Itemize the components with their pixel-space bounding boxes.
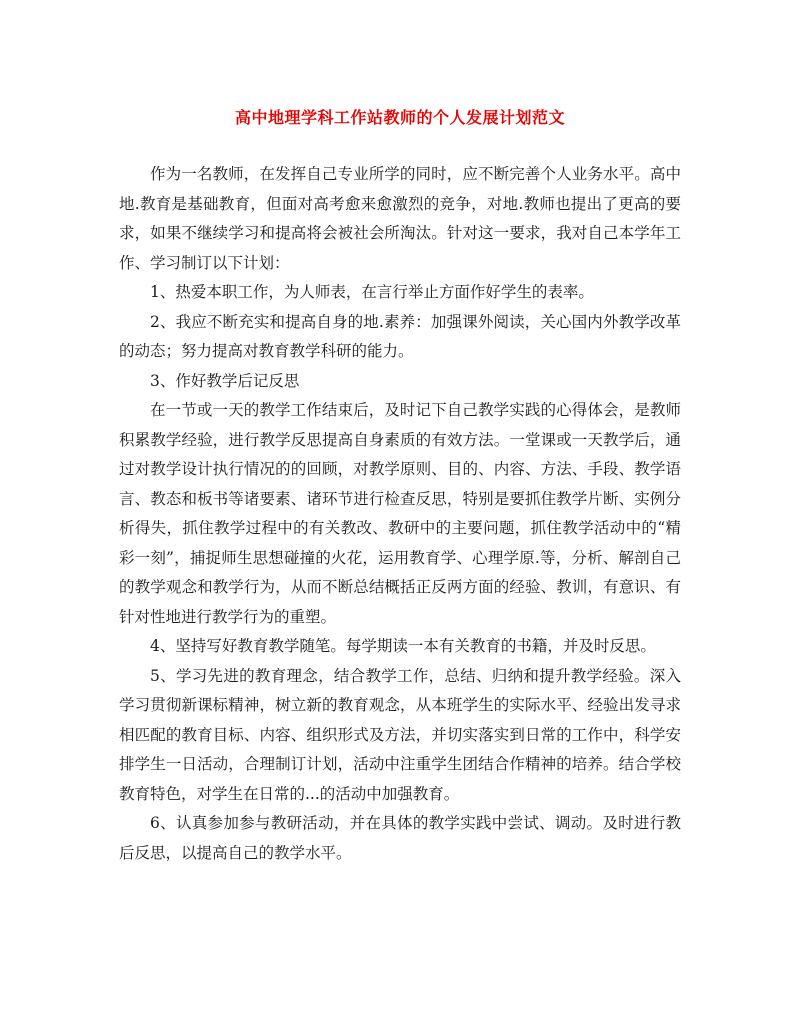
document-title: 高中地理学科工作站教师的个人发展计划范文 xyxy=(234,108,565,127)
paragraph-item-3: 3、作好教学后记反思 xyxy=(150,371,300,390)
paragraph-reflection: 在一节或一天的教学工作结束后，及时记下自己教学实践的心得体会，是教师积累教学经验，进行教学反思提高自身素质的有效方法。一堂课或一天教学后，通过对教学设计执行情况的的回顾，对教学原则、目的、内容、方法、手段、教学语言、教态和板书等诸要素、诸环节进行检查反思，特别是要抓住教学片断、实例分析得失，抓住教学过程中的有关教改、教研中的主要问题，抓住教学活动中的“精彩一刻”，捕捉师生思想碰撞的火花，运用教育学、心理学原.等，分析、解剖自己的教学观念和教学行为，从而不断总结概括正反两方面的经验、教训，有意识、有针对性地进行教学行为的重塑。 xyxy=(119,401,681,626)
paragraph-item-4: 4、坚持写好教育教学随笔。每学期读一本有关教育的书籍，并及时反思。 xyxy=(150,637,656,655)
paragraph-intro: 作为一名教师，在发挥自己专业所学的同时，应不断完善个人业务水平。高中地.教育是基础教育，但面对高考愈来愈激烈的竞争，对地.教师也提出了更高的要求，如果不继续学习和提高将会被社会所淘汰。针对这一要求，我对自己本学年工作、学习制订以下计划： xyxy=(119,165,681,272)
paragraph-item-1: 1、热爱本职工作，为人师表，在言行举止方面作好学生的表率。 xyxy=(150,283,594,301)
document-body xyxy=(119,160,681,868)
paragraph-item-2: 2、我应不断充实和提高自身的地.素养：加强课外阅读，关心国内外教学改革的动态；努力提高对教育教学科研的能力。 xyxy=(119,312,681,360)
paragraph-item-5: 5、学习先进的教育理念，结合教学工作，总结、归纳和提升教学经验。深入学习贯彻新课标精神，树立新的教育观念，从本班学生的实际水平、经验出发寻求相匹配的教育目标、内容、组织形式及方法，并切实落实到日常的工作中，科学安排学生一日活动，合理制订计划，活动中注重学生团结合作精神的培养。结合学校教育特色，对学生在日常的...的活动中加强教育。 xyxy=(119,666,681,803)
paragraph-item-6: 6、认真参加参与教研活动，并在具体的教学实践中尝试、调动。及时进行教后反思，以提高自己的教学水平。 xyxy=(119,814,681,862)
